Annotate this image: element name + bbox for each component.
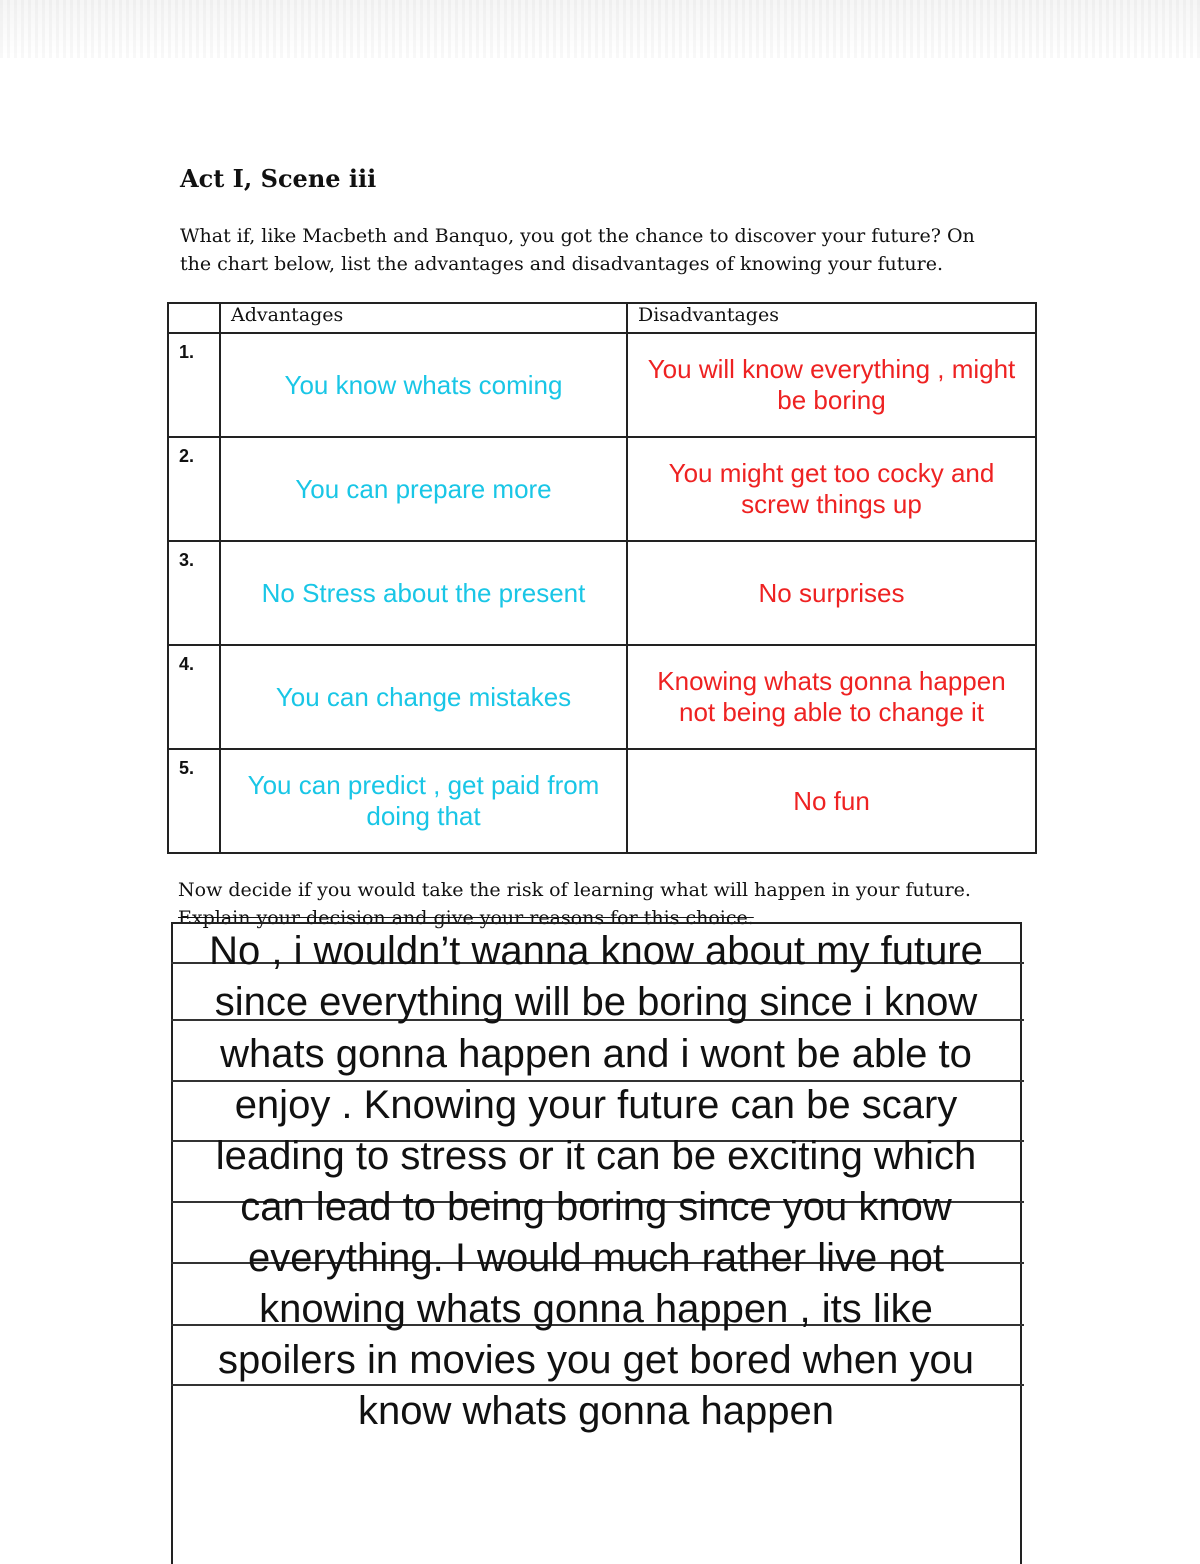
- answer-line: No , i wouldn’t wanna know about my future: [209, 929, 983, 973]
- disadvantage-cell: No fun: [627, 749, 1036, 853]
- disadvantages-header: Disadvantages: [627, 303, 1036, 333]
- answer-line: know whats gonna happen: [358, 1389, 834, 1433]
- answer-line: since everything will be boring since i know: [214, 980, 978, 1024]
- table-row: [168, 437, 1036, 541]
- table-header-row: [168, 303, 1036, 333]
- intro-line: the chart below, list the advantages and disadvantages of knowing your future.: [180, 253, 944, 275]
- header-blank-cell: [168, 303, 220, 333]
- row-number: 4.: [168, 645, 220, 749]
- page-title: Act I, Scene iii: [180, 164, 377, 193]
- disadvantage-cell: Knowing whats gonna happen not being able to change it: [627, 645, 1036, 749]
- table-row: [168, 645, 1036, 749]
- advantages-header: Advantages: [220, 303, 627, 333]
- advantage-cell: You can predict , get paid from doing that: [220, 749, 627, 853]
- scan-artifact: [0, 0, 1200, 58]
- disadvantage-cell: You might get too cocky and screw things up: [627, 437, 1036, 541]
- intro-text: [180, 222, 1020, 278]
- advantage-cell: You can prepare more: [220, 437, 627, 541]
- disadvantage-cell: You will know everything , might be boring: [627, 333, 1036, 437]
- advantages-disadvantages-table: [167, 302, 1037, 854]
- answer-line: everything. I would much rather live not: [248, 1236, 944, 1280]
- row-number: 1.: [168, 333, 220, 437]
- prompt-line: Now decide if you would take the risk of learning what will happen in your future.: [178, 879, 971, 901]
- row-number: 3.: [168, 541, 220, 645]
- answer-line: can lead to being boring since you know: [240, 1185, 952, 1229]
- row-number: 2.: [168, 437, 220, 541]
- advantage-cell: You can change mistakes: [220, 645, 627, 749]
- answer-line: leading to stress or it can be exciting which: [215, 1134, 977, 1178]
- table-row: [168, 541, 1036, 645]
- answer-line: enjoy . Knowing your future can be scary: [234, 1083, 958, 1127]
- intro-line: What if, like Macbeth and Banquo, you got the chance to discover your future? On: [180, 225, 975, 247]
- row-number: 5.: [168, 749, 220, 853]
- table-row: [168, 749, 1036, 853]
- answer-line: knowing whats gonna happen , its like: [259, 1287, 933, 1331]
- prompt-line: Explain your decision and give your reasons for this choice.: [178, 907, 754, 929]
- disadvantage-cell: No surprises: [627, 541, 1036, 645]
- answer-line: whats gonna happen and i wont be able to: [220, 1032, 972, 1076]
- writing-rule: [171, 1384, 1024, 1386]
- table-row: [168, 333, 1036, 437]
- advantage-cell: No Stress about the present: [220, 541, 627, 645]
- advantage-cell: You know whats coming: [220, 333, 627, 437]
- answer-line: spoilers in movies you get bored when you: [218, 1338, 974, 1382]
